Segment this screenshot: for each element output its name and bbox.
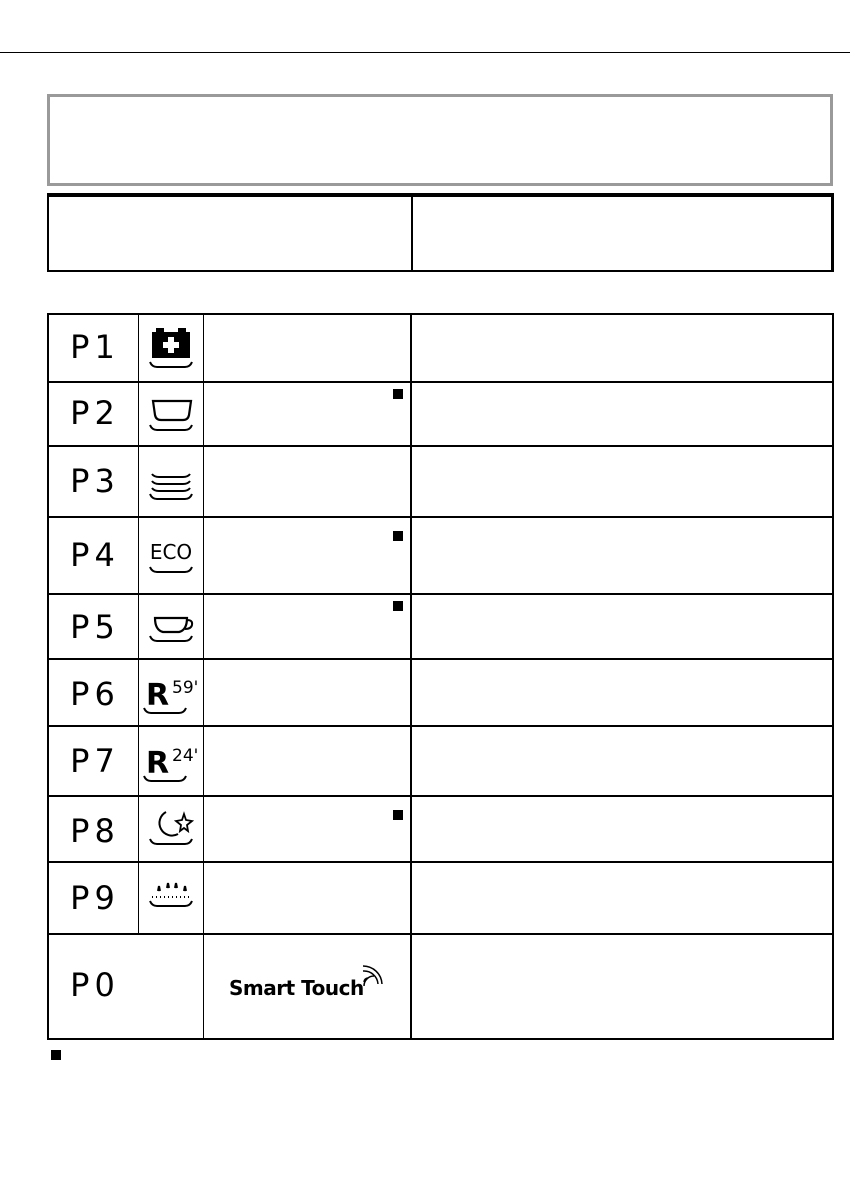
rapid-59-letter: R	[146, 678, 170, 713]
intensive-icon	[140, 326, 204, 372]
program-code-p8: P8	[70, 812, 120, 850]
marker-square-p5	[393, 601, 403, 611]
program-code-p2: P2	[70, 394, 120, 432]
marker-square-p8	[393, 810, 403, 820]
program-code-p1: P1	[70, 328, 120, 366]
eco-icon	[140, 537, 204, 583]
top-rule	[0, 52, 850, 53]
smart-touch-label: Smart Touch	[229, 976, 364, 1000]
header-table	[47, 193, 834, 272]
marker-square-p4	[393, 531, 403, 541]
footnote-marker-square	[51, 1050, 61, 1060]
rapid-24-letter: R	[146, 746, 170, 781]
program-code-p9: P9	[70, 879, 120, 917]
program-code-p6: P6	[70, 675, 120, 713]
eco-icon-text: ECO	[149, 540, 193, 564]
program-code-p7: P7	[70, 742, 120, 780]
program-code-p3: P3	[70, 462, 120, 500]
rapid-59-icon	[140, 672, 204, 718]
marker-square-p2	[393, 389, 403, 399]
prewash-icon	[140, 877, 204, 917]
rapid-59-minutes: 59'	[172, 678, 199, 698]
program-code-p5: P5	[70, 608, 120, 646]
title-box	[47, 94, 833, 186]
normal-dish-icon	[140, 393, 204, 439]
night-icon	[140, 806, 204, 852]
header-divider	[411, 197, 413, 270]
program-code-p4: P4	[70, 536, 120, 574]
program-code-p0: P0	[70, 966, 120, 1004]
mixed-load-icon	[140, 466, 204, 506]
smart-touch-icon	[360, 962, 384, 990]
rapid-24-icon	[140, 740, 204, 786]
rapid-24-minutes: 24'	[172, 746, 199, 766]
glass-cup-icon	[140, 608, 204, 648]
